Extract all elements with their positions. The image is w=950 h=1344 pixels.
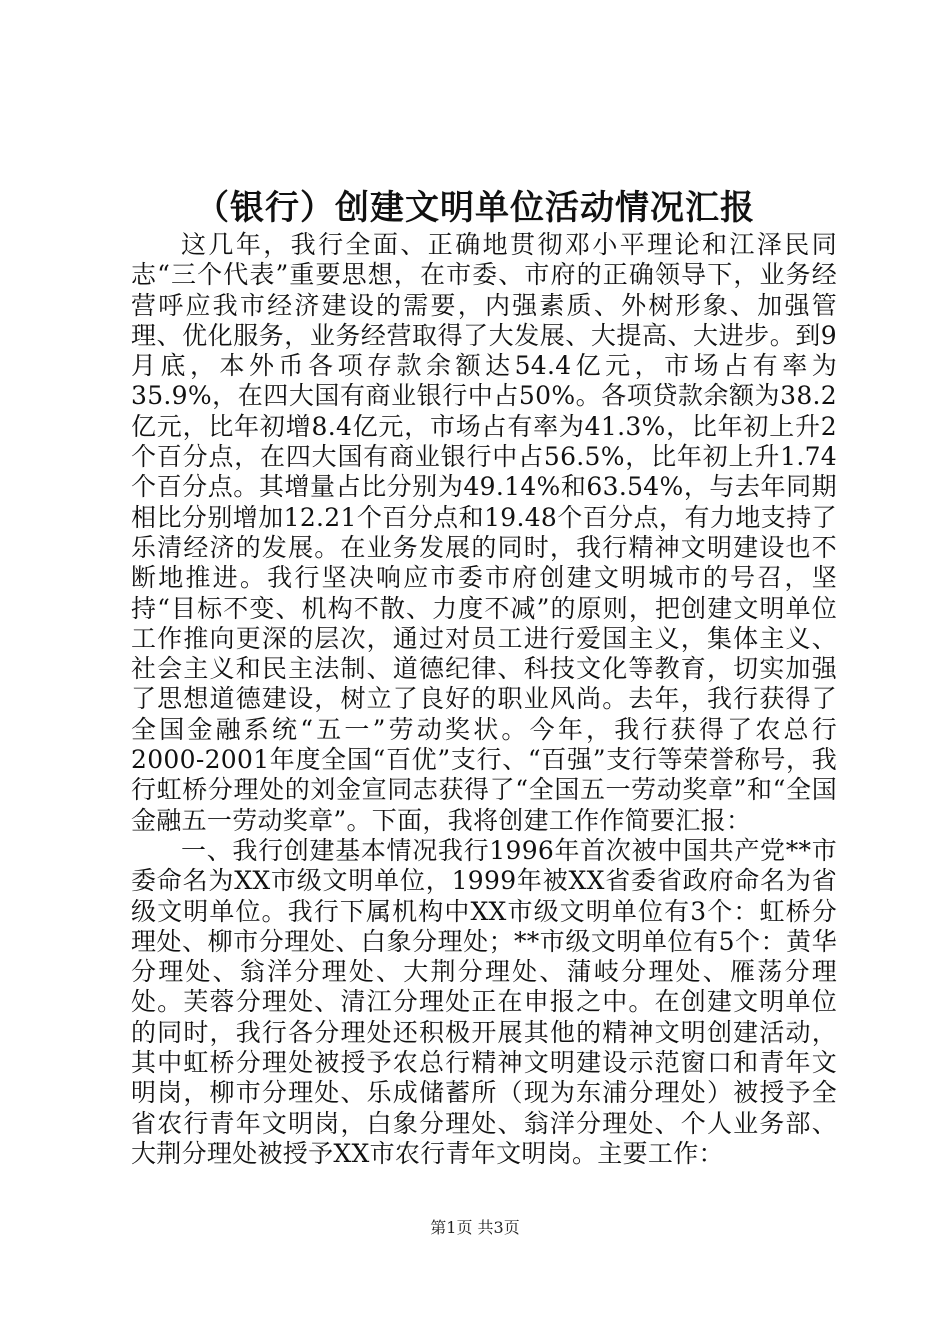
document-title: （银行）创建文明单位活动情况汇报 [195, 188, 755, 228]
body-paragraph-intro: 这几年，我行全面、正确地贯彻邓小平理论和江泽民同志“三个代表”重要思想，在市委、市府的正确领导下，业务经营呼应我市经济建设的需要，内强素质、外树形象、加强管理、优化服务，业务经营取得了大发展、大提高、大进步。到9月底，本外币各项存款余额达54.4亿元，市场占有率为35.9%，在四大国有商业银行中占50%。各项贷款余额为38.2亿元，比年初增8.4亿元，市场占有率为41.3%，比年初上升2个百分点，在四大国有商业银行中占56.5%，比年初上升1.74个百分点。其增量占比分别为49.14%和63.54%，与去年同期相比分别增加12.21个百分点和19.48个百分点，有力地支持了乐清经济的发展。在业务发展的同时，我行精神文明建设也不断地推进。我行坚决响应市委市府创建文明城市的号召，坚持“目标不变、机构不散、力度不减”的原则，把创建文明单位工作推向更深的层次，通过对员工进行爱国主义，集体主义、社会主义和民主法制、道德纪律、科技文化等教育，切实加强了思想道德建设，树立了良好的职业风尚。去年，我行获得了全国金融系统“五一”劳动奖状。今年，我行获得了农总行2000-2001年度全国“百优”支行、“百强”支行等荣誉称号，我行虹桥分理处的刘金宣同志获得了“全国五一劳动奖章”和“全国金融五一劳动奖章”。下面，我将创建工作作简要汇报： [131, 230, 837, 835]
body-paragraph-section-one: 一、我行创建基本情况我行1996年首次被中国共产党**市委命名为XX市级文明单位，1999年被XX省委省政府命名为省级文明单位。我行下属机构中XX市级文明单位有3个：虹桥分理处、柳市分理处、白象分理处；**市级文明单位有5个：黄华分理处、翁洋分理处、大荆分理处、蒲岐分理处、雁荡分理处。芙蓉分理处、清江分理处正在申报之中。在创建文明单位的同时，我行各分理处还积极开展其他的精神文明创建活动，其中虹桥分理处被授予农总行精神文明建设示范窗口和青年文明岗，柳市分理处、乐成储蓄所（现为东浦分理处）被授予全省农行青年文明岗，白象分理处、翁洋分理处、个人业务部、大荆分理处被授予XX市农行青年文明岗。主要工作： [131, 835, 837, 1168]
document-body [131, 230, 837, 1169]
page-footer: 第1页 共3页 [430, 1218, 520, 1237]
